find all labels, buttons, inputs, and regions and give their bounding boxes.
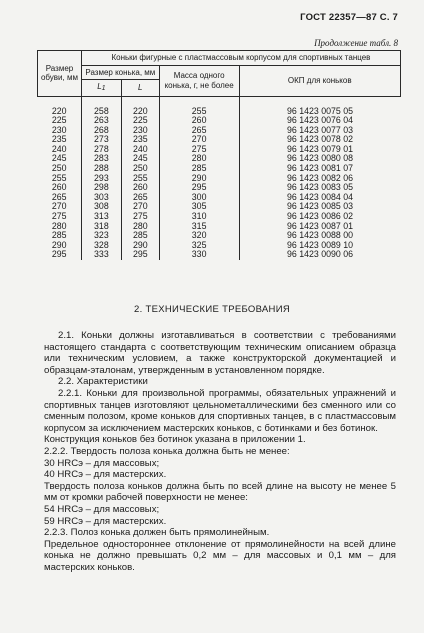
- table-body: [38, 96, 401, 260]
- cell-okp: 96 1423 0090 06: [239, 250, 400, 260]
- cell-l: 245: [121, 154, 159, 164]
- cell-shoe-size: 245: [51, 153, 67, 164]
- paragraph: 30 HRCэ – для массовых;: [44, 457, 160, 469]
- cell-mass: 285: [159, 164, 239, 174]
- cell-l: 280: [121, 222, 159, 232]
- header-shoe-size: Размер обуви, мм: [38, 51, 82, 97]
- cell-okp: 96 1423 0075 05: [239, 107, 400, 117]
- cell-shoe-size: 265: [51, 191, 67, 202]
- header-mass: Масса одного конька, г, не более: [159, 65, 239, 96]
- cell-l1: 263: [81, 116, 121, 126]
- header-blade-size: Размер конька, мм: [81, 65, 159, 80]
- cell-l1: 328: [81, 241, 121, 251]
- cell-shoe-size: 280: [51, 220, 67, 231]
- cell-l: 230: [121, 126, 159, 136]
- cell-mass: 270: [159, 135, 239, 145]
- cell-l: 295: [121, 250, 159, 260]
- paragraph: 2.2.2. Твердость полоза конька должна быть не менее:: [44, 445, 290, 457]
- cell-okp: 96 1423 0086 02: [239, 212, 400, 222]
- cell-mass: 300: [159, 193, 239, 203]
- cell-l: 270: [121, 202, 159, 212]
- cell-l1: 268: [81, 126, 121, 136]
- cell-shoe-size: 240: [51, 143, 67, 154]
- cell-mass: 310: [159, 212, 239, 222]
- cell-l: 285: [121, 231, 159, 241]
- cell-okp: 96 1423 0082 06: [239, 174, 400, 184]
- paragraph: 40 HRCэ – для мастерских.: [44, 469, 167, 481]
- cell-shoe-size: 285: [51, 230, 67, 241]
- cell-l: 220: [121, 107, 159, 117]
- cell-okp: 96 1423 0079 01: [239, 145, 400, 155]
- cell-l1: 293: [81, 174, 121, 184]
- cell-l1: 333: [81, 250, 121, 260]
- paragraph: 2.1. Коньки должны изготавливаться в соответствии с требованиями настоящего стандарта с соответствующим техническим описанием образца или техническим условием, а также конструкторской документацией и образцам-эталонам, утвержденным в установленном порядке.: [44, 330, 396, 376]
- cell-l: 235: [121, 135, 159, 145]
- cell-l: 265: [121, 193, 159, 203]
- cell-l: 275: [121, 212, 159, 222]
- paragraph: 2.2.1. Коньки для произвольной программы, обязательных упражнений и спортивных танцев изготовляют цельнометаллическими без сменного или со сменным полозом, кроме коньков для спортивных танцев, в с пластмассовым корпусом за исключением мастерских коньков, с ботинками и без ботинок.: [44, 387, 396, 434]
- cell-mass: 315: [159, 222, 239, 232]
- cell-shoe-size: 225: [51, 115, 67, 126]
- cell-l1: 278: [81, 145, 121, 155]
- cell-okp: 96 1423 0088 00: [239, 231, 400, 241]
- cell-l1: 288: [81, 164, 121, 174]
- cell-mass: 260: [159, 116, 239, 126]
- cell-shoe-size: 290: [51, 239, 67, 250]
- cell-okp: 96 1423 0085 03: [239, 202, 400, 212]
- table-continuation-label: Продолжение табл. 8: [314, 38, 398, 48]
- cell-l: 250: [121, 164, 159, 174]
- cell-l1: 298: [81, 183, 121, 193]
- cell-l: 240: [121, 145, 159, 155]
- paragraph: 59 HRCэ – для мастерских.: [44, 515, 167, 527]
- cell-shoe-size: 220: [51, 105, 67, 116]
- cell-shoe-size: 230: [51, 124, 67, 135]
- cell-l1: 303: [81, 193, 121, 203]
- table-row: [38, 250, 401, 260]
- cell-mass: 280: [159, 154, 239, 164]
- paragraph: Твердость полоза коньков должна быть по всей длине на высоту не менее 5 мм от кромки рабочей поверхности не менее:: [44, 480, 396, 504]
- cell-l1: 313: [81, 212, 121, 222]
- cell-shoe-size: 295: [51, 249, 67, 260]
- page-header: ГОСТ 22357—87 С. 7: [300, 12, 398, 23]
- cell-okp: 96 1423 0084 04: [239, 193, 400, 203]
- cell-shoe-size: 250: [51, 163, 67, 174]
- cell-shoe-size: 275: [51, 211, 67, 222]
- cell-l1: 273: [81, 135, 121, 145]
- cell-l1: 318: [81, 222, 121, 232]
- paragraph: 2.2. Характеристики: [58, 376, 148, 388]
- paragraph: 54 HRCэ – для массовых;: [44, 503, 160, 515]
- cell-okp: 96 1423 0078 02: [239, 135, 400, 145]
- cell-okp: 96 1423 0077 03: [239, 126, 400, 136]
- paragraph: 2.2.3. Полоз конька должен быть прямолинейным.: [44, 527, 270, 539]
- cell-mass: 255: [159, 107, 239, 117]
- cell-l1: 323: [81, 231, 121, 241]
- cell-l1: 283: [81, 154, 121, 164]
- header-l: L: [121, 80, 159, 97]
- cell-mass: 295: [159, 183, 239, 193]
- skates-table: [37, 50, 401, 260]
- cell-okp: 96 1423 0080 08: [239, 154, 400, 164]
- cell-okp: 96 1423 0081 07: [239, 164, 400, 174]
- cell-mass: 275: [159, 145, 239, 155]
- paragraph: Конструкция коньков без ботинок указана в приложении 1.: [44, 434, 306, 446]
- section-title: 2. ТЕХНИЧЕСКИЕ ТРЕБОВАНИЯ: [134, 304, 290, 315]
- cell-mass: 320: [159, 231, 239, 241]
- cell-shoe-size: 260: [51, 182, 67, 193]
- cell-okp: 96 1423 0076 04: [239, 116, 400, 126]
- header-okp: ОКП для коньков: [239, 65, 400, 96]
- cell-okp: 96 1423 0089 10: [239, 241, 400, 251]
- cell-shoe-size: 270: [51, 201, 67, 212]
- cell-mass: 290: [159, 174, 239, 184]
- cell-shoe-size: 235: [51, 134, 67, 145]
- header-l1: L1: [81, 80, 121, 97]
- cell-mass: 305: [159, 202, 239, 212]
- paragraph: Предельное одностороннее отклонение от прямолинейности на всей длине конька не должно превышать 0,2 мм – для массовых и 0,1 мм – для мастерских коньков.: [44, 538, 396, 573]
- cell-okp: 96 1423 0087 01: [239, 222, 400, 232]
- cell-l1: 258: [81, 107, 121, 117]
- cell-mass: 325: [159, 241, 239, 251]
- header-skate-group: Коньки фигурные с пластмассовым корпусом для спортивных танцев: [81, 51, 400, 66]
- cell-mass: 265: [159, 126, 239, 136]
- cell-mass: 330: [159, 250, 239, 260]
- cell-okp: 96 1423 0083 05: [239, 183, 400, 193]
- cell-shoe-size: 255: [51, 172, 67, 183]
- cell-l: 225: [121, 116, 159, 126]
- cell-l1: 308: [81, 202, 121, 212]
- body-text: [44, 330, 396, 573]
- cell-l: 255: [121, 174, 159, 184]
- cell-l: 260: [121, 183, 159, 193]
- cell-l: 290: [121, 241, 159, 251]
